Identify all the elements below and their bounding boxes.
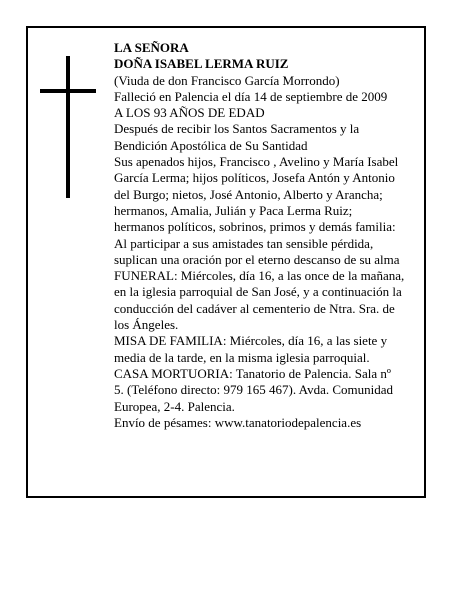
family-line: García Lerma; hijos políticos, Josefa Antón y Antonio [114,170,395,186]
age: A LOS 93 AÑOS DE EDAD [114,105,265,121]
funeral-home-line: CASA MORTUORIA: Tanatorio de Palencia. Sala nº [114,365,391,381]
family-paragraph [114,154,422,235]
request-line: Al participar a sus amistades tan sensible pérdida, [114,235,374,251]
request-line: suplican una oración por el eterno descanso de su alma [114,251,400,267]
obituary-notice [26,26,426,498]
sacraments-line: Bendición Apostólica de Su Santidad [114,137,308,153]
funeral-line: los Ángeles. [114,317,179,333]
family-line: Sus apenados hijos, Francisco , Avelino y María Isabel [114,154,399,170]
family-line: del Burgo; nietos, José Antonio, Alberto y Arancha; [114,186,383,202]
cross-horizontal-bar [40,89,96,93]
sacraments-paragraph [114,121,422,154]
funeral-line: en la iglesia parroquial de San José, y a continuación la [114,284,402,300]
funeral-home-line: Europea, 2-4. Palencia. [114,398,235,414]
funeral-line: FUNERAL: Miércoles, día 16, a las once de la mañana, [114,268,405,284]
funeral-home-line: 5. (Teléfono directo: 979 165 467). Avda. Comunidad [114,382,394,398]
family-mass-line: MISA DE FAMILIA: Miércoles, día 16, a las siete y [114,333,388,349]
notice-text [114,40,422,431]
condolences: Envío de pésames: www.tanatoriodepalencia.es [114,414,362,430]
family-mass-paragraph [114,333,422,366]
cross-vertical-bar [66,56,70,198]
family-line: hermanos, Amalia, Julián y Paca Lerma Ruiz; [114,202,353,218]
family-line: hermanos políticos, sobrinos, primos y demás familia: [114,219,396,235]
funeral-paragraph [114,268,422,333]
funeral-line: conducción del cadáver al cementerio de Ntra. Sra. de [114,300,395,316]
cross-icon [40,56,96,198]
request-paragraph [114,236,422,269]
family-mass-line: media de la tarde, en la misma iglesia parroquial. [114,349,370,365]
death-info: Falleció en Palencia el día 14 de septiembre de 2009 [114,88,388,104]
sacraments-line: Después de recibir los Santos Sacramentos y la [114,121,360,137]
notice-title-1: LA SEÑORA [114,40,189,55]
funeral-home-paragraph [114,366,422,415]
deceased-name: DOÑA ISABEL LERMA RUIZ [114,56,289,72]
widow-of: (Viuda de don Francisco García Morrondo) [114,72,340,88]
